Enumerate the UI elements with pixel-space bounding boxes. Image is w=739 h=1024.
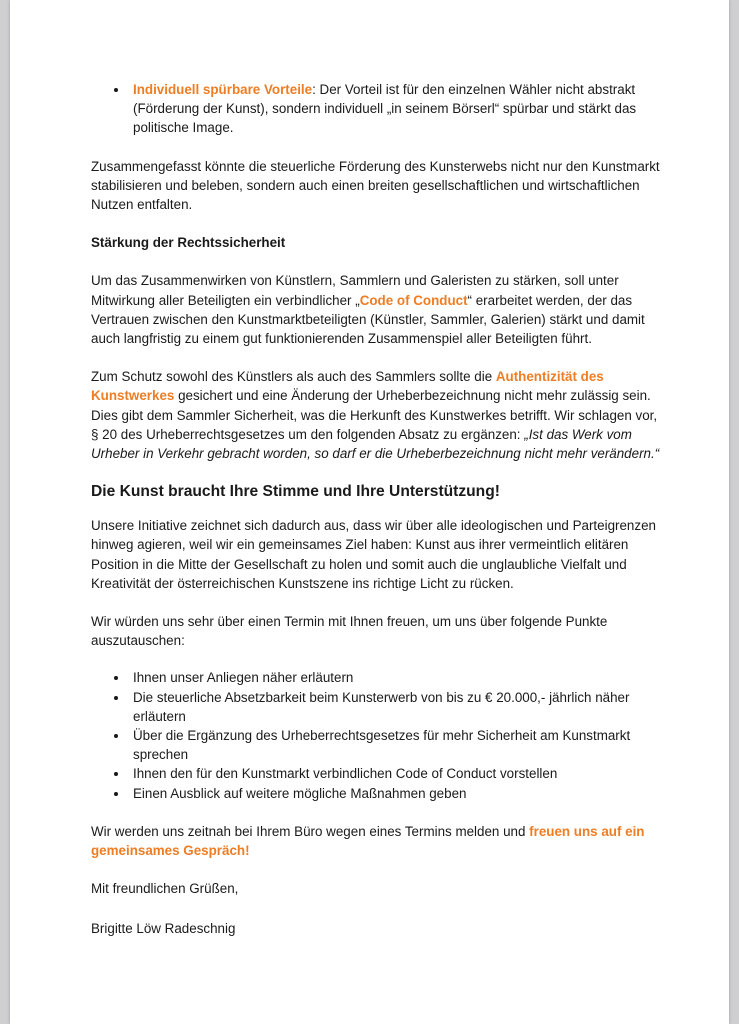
- law-quote: „Ist das Werk vom Urheber in Verkehr gebracht worden, so darf er die Urheberbezeichnung nicht mehr verändern.“: [91, 426, 660, 462]
- closing-greeting: Mit freundlichen Grüßen,: [91, 881, 239, 897]
- section-heading-support: Die Kunst braucht Ihre Stimme und Ihre Unterstützung!: [91, 483, 500, 501]
- benefits-list: [91, 80, 666, 138]
- support-paragraph-1: Unsere Initiative zeichnet sich dadurch aus, dass wir über alle ideologischen und Parteigrenzen hinweg agieren, weil wir ein gemeinsames Ziel haben: Kunst aus ihrer vermeintlich elitären Position in die Mitte der Gesellschaft zu holen und somit auch die unglaubliche Vielfalt und Kreativität der österreichischen Kunstszene ins richtige Licht zu rücken.: [91, 518, 656, 591]
- highlight-text: Authentizität des Kunstwerkes: [91, 369, 604, 404]
- list-item: • Die steuerliche Absetzbarkeit beim Kunsterwerb von bis zu € 20.000,- jährlich näher erläutern: [129, 688, 666, 726]
- list-item: • Über die Ergänzung des Urheberrechtsgesetzes für mehr Sicherheit am Kunstmarkt sprechen: [129, 726, 666, 764]
- list-item: • Ihnen unser Anliegen näher erläutern: [129, 668, 666, 687]
- document-body: [91, 80, 666, 957]
- list-item: [129, 80, 666, 138]
- signature-name: Brigitte Löw Radeschnig: [91, 920, 236, 936]
- highlight-text: freuen uns auf ein gemeinsames Gespräch!: [91, 823, 645, 859]
- support-paragraph-2: Wir würden uns sehr über einen Termin mit Ihnen freuen, um uns über folgende Punkte auszutauschen:: [91, 614, 608, 649]
- support-paragraph-3: [91, 822, 666, 860]
- highlight-text: Individuell spürbare Vorteile: [133, 82, 313, 97]
- meeting-points-list: [91, 668, 666, 802]
- list-item-text: : Der Vorteil ist für den einzelnen Wähler nicht abstrakt (Förderung der Kunst), sondern individuell „in seinem Börserl“ spürbar und stärkt das politische Image.: [133, 82, 637, 136]
- paragraph-text: “ erarbeitet werden, der das Vertrauen zwischen den Kunstmarktbeteiligten (Künstler, Sammler, Galerien) stärkt und damit auch langfristig zu einem gut funktionierenden Zusammenspiel aller Beteiligten führt.: [91, 292, 645, 347]
- list-item: • Ihnen den für den Kunstmarkt verbindlichen Code of Conduct vorstellen: [129, 764, 666, 783]
- highlight-text: Code of Conduct: [359, 292, 468, 308]
- paragraph-text: gesichert und eine Änderung der Urheberbezeichnung nicht mehr zulässig sein. Dies gibt dem Sammler Sicherheit, was die Herkunft des Kunstwerkes betrifft. Wir schlagen vor, § 20 des Urheberrechtsgesetzes um den folgenden Absatz zu ergänzen:: [91, 388, 658, 442]
- paragraph-text: Wir werden uns zeitnah bei Ihrem Büro wegen eines Termins melden und: [91, 823, 530, 839]
- paragraph-text: Um das Zusammenwirken von Künstlern, Sammlern und Galeristen zu stärken, soll unter Mitwirkung aller Beteiligten ein verbindlicher „: [91, 273, 619, 308]
- document-page: [10, 0, 729, 1024]
- paragraph-text: Zum Schutz sowohl des Künstlers als auch des Sammlers sollte die: [91, 369, 496, 385]
- list-item: • Einen Ausblick auf weitere mögliche Maßnahmen geben: [129, 784, 666, 803]
- section-heading-legal: Stärkung der Rechtssicherheit: [91, 235, 286, 251]
- summary-paragraph: Zusammengefasst könnte die steuerliche Förderung des Kunsterwebs nicht nur den Kunstmarkt stabilisieren und beleben, sondern auch einen breiten gesellschaftlichen und wirtschaftlichen Nutzen entfalten.: [91, 158, 660, 213]
- legal-paragraph-2: [91, 367, 666, 463]
- legal-paragraph-1: [91, 271, 666, 348]
